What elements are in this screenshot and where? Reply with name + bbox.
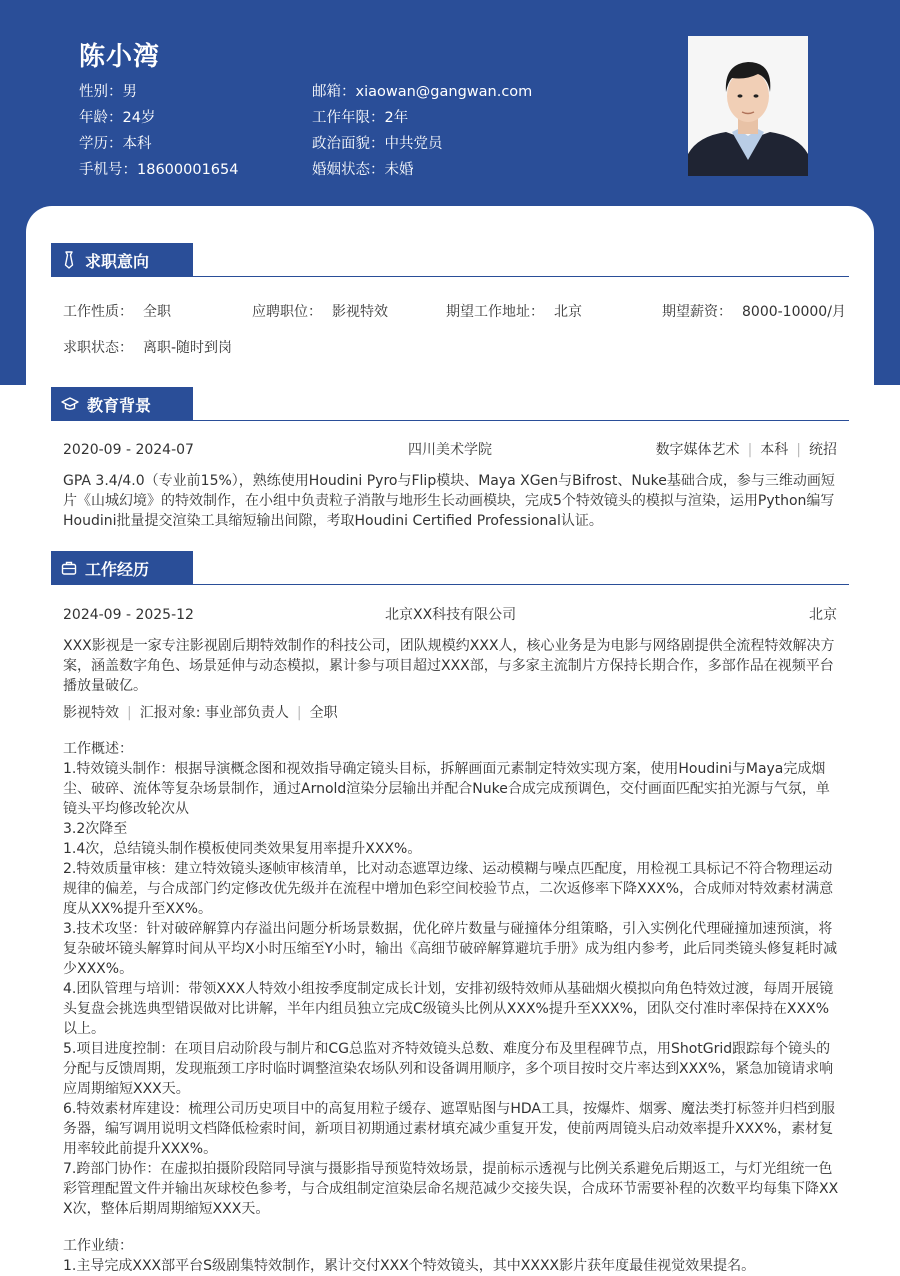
overview-title: 工作概述： [63,741,133,757]
overview-item: 3.技术攻坚：针对破碎解算内存溢出问题分析场景数据，优化碎片数量与碰撞体分组策略，引入实例化代理碰撞加速预演，将复杂破坏镜头解算时间从平均X小时压缩至Y小时，输出《高细节破碎解算避坑手册》成为组内参考，此后同类镜头修复耗时减少XXX%。 [63,921,838,977]
overview-item: 1.4次，总结镜头制作模板使同类效果复用率提升XXX%。 [63,841,422,857]
education-description: GPA 3.4/4.0（专业前15%），熟练使用Houdini Pyro与Flip模块、Maya XGen与Bifrost、Nuke基础合成，参与三维动画短片《山城幻境》的特效制作，在小组中负责粒子消散与地形生长动画模块，完成5个特效镜头的模拟与渲染，运用Python编写Houdini批量提交渲染工具缩短输出间隙，考取Houdini Certified Professional认证。 [63,473,835,529]
job-role: 影视特效 [63,705,119,721]
education-level-field: 学历：本科 [79,136,152,152]
school-name: 四川美术学院 [408,442,492,458]
work-meta: 影视特效 | 汇报对象: 事业部负责人 | 全职 [63,705,338,721]
email-field: 邮箱：xiaowan@gangwan.com [312,84,533,100]
tie-icon [61,251,77,269]
overview-item: 1.特效镜头制作：根据导演概念图和视效指导确定镜头目标，拆解画面元素制定特效实现方案，使用Houdini与Maya完成烟尘、破碎、流体等复杂场景制作，通过Arnold渲染分层输出并配合Nuke合成完成预调色，交付画面匹配实拍光源与气氛，单镜头平均修改轮次从 [63,761,830,817]
results-title: 工作业绩： [63,1238,133,1254]
work-city: 北京 [809,607,837,623]
overview-item: 7.跨部门协作：在虚拟拍摄阶段陪同导演与摄影指导预览特效场景，提前标示透视与比例关系避免后期返工，与灯光组统一色彩管理配置文件并输出灰球校色参考，与合成组制定渲染层命名规范减少交接失误，合成环节需要补程的次数平均每集下降XXX次，整体后期周期缩短XXX天。 [63,1161,839,1217]
education-meta: 数字媒体艺术 | 本科 | 统招 [655,442,837,458]
overview-item: 4.团队管理与培训：带领XXX人特效小组按季度制定成长计划，安排初级特效师从基础烟火模拟向角色特效过渡，每周开展镜头复盘会挑选典型错误做对比讲解，半年内组员独立完成C级镜头比例从XXX%提升至XXX%，团队交付准时率保持在XXX%以上。 [63,981,834,1037]
education-period: 2020-09 - 2024-07 [63,442,194,458]
candidate-name: 陈小湾 [79,42,161,72]
graduation-cap-icon [61,396,79,412]
degree: 本科 [760,442,789,458]
briefcase-icon [61,560,77,576]
employment-type: 全职 [309,705,338,721]
profile-photo [688,36,808,176]
overview-item: 3.2次降至 [63,821,128,837]
section-header-intent [51,243,849,277]
enrollment-type: 统招 [809,442,837,458]
political-status-field: 政治面貌：中共党员 [312,136,443,152]
section-title-intent: 求职意向 [85,251,150,271]
section-header-work [51,551,849,585]
work-overview [63,739,839,1219]
age-field: 年龄：24岁 [79,110,156,126]
expected-salary: 期望薪资： 8000-10000/月 [662,304,846,320]
company-description: XXX影视是一家专注影视剧后期特效制作的科技公司，团队规模约XXX人，核心业务是为电影与网络剧提供全流程特效解决方案，涵盖数字角色、场景延伸与动态模拟，累计参与项目超过XXX部，与多家主流制片方保持长期合作，多部作品在视频平台播放量破亿。 [63,638,835,694]
results-item: 1.主导完成XXX部平台S级剧集特效制作，累计交付XXX个特效镜头，其中XXXX影片获年度最佳视觉效果提名。 [63,1258,756,1274]
work-results [63,1236,839,1276]
expected-location: 期望工作地址： 北京 [446,304,582,320]
section-title-work: 工作经历 [85,559,150,579]
section-title-education: 教育背景 [87,395,152,415]
overview-item: 2.特效质量审核：建立特效镜头逐帧审核清单，比对动态遮罩边缘、运动模糊与噪点匹配度，用检视工具标记不符合物理运动规律的偏差，与合成部门约定修改优先级并在流程中增加色彩空间校验节点，二次返修率下降XXX%，合成师对特效素材满意度从XX%提升至XX%。 [63,861,834,917]
work-period: 2024-09 - 2025-12 [63,607,194,623]
personal-info-left [79,82,238,186]
phone-field: 手机号：18600001654 [79,162,239,178]
report-to: 汇报对象: 事业部负责人 [139,705,289,721]
job-type: 工作性质： 全职 [63,304,171,320]
overview-item: 5.项目进度控制：在项目启动阶段与制片和CG总监对齐特效镜头总数、难度分布及里程碑节点，用ShotGrid跟踪每个镜头的分配与反馈周期，发现瓶颈工序时临时调整渲染农场队列和设备调用顺序，多个项目按时交片率达到XXX%，紧急加镜请求响应周期缩短XXX天。 [63,1041,834,1097]
section-header-education [51,387,849,421]
personal-info-right [312,82,532,186]
position: 应聘职位： 影视特效 [252,304,388,320]
major: 数字媒体艺术 [655,442,740,458]
gender-field: 性别：男 [79,84,137,100]
company-name: 北京XX科技有限公司 [385,607,517,623]
work-years-field: 工作年限：2年 [312,110,409,126]
marital-status-field: 婚姻状态：未婚 [312,162,414,178]
overview-item: 6.特效素材库建设：梳理公司历史项目中的高复用粒子缓存、遮罩贴图与HDA工具，按爆炸、烟雾、魔法类打标签并归档到服务器，编写调用说明文档降低检索时间，新项目初期通过素材填充减少重复开发，使前两周镜头启动效率提升XXX%，素材复用率较此前提升XXX%。 [63,1101,835,1157]
job-status: 求职状态： 离职-随时到岗 [63,340,233,356]
